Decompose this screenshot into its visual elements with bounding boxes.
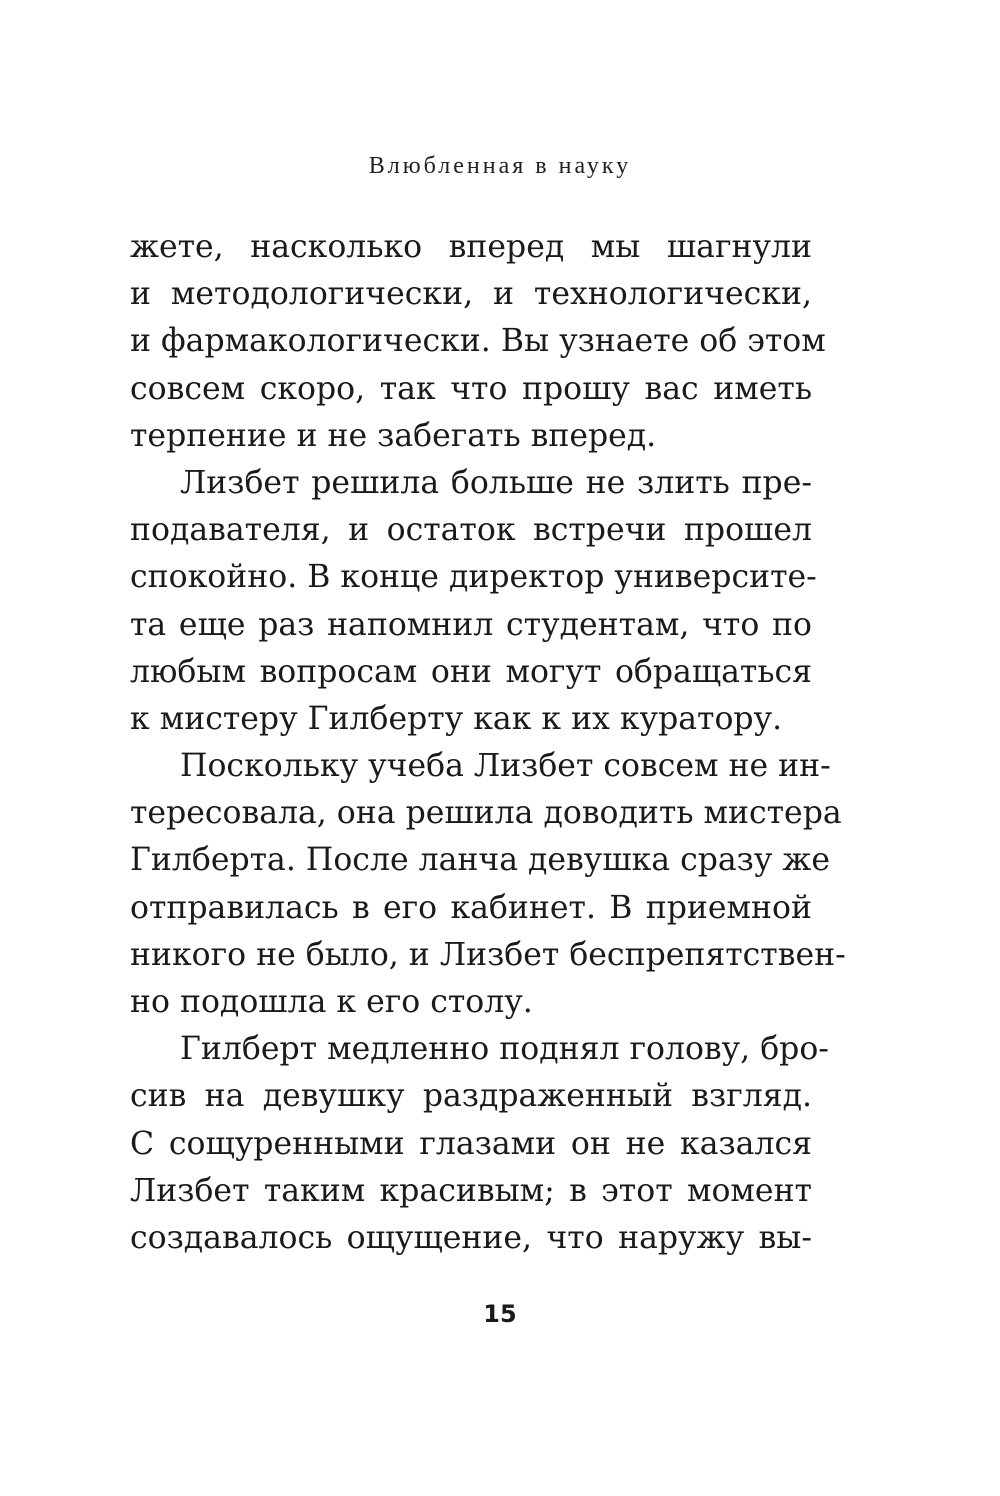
text-line: создавалось ощущение, что наружу вы- — [130, 1219, 812, 1256]
text-line: Лизбет решила больше не злить пре- — [180, 464, 812, 501]
text-line: но подошла к его столу. — [130, 984, 533, 1020]
text-line: Гилберт медленно поднял голову, бро- — [180, 1031, 829, 1068]
text-line: тересовала, она решила доводить мистера — [130, 795, 842, 832]
text-line: и методологически, и технологически, — [130, 276, 812, 313]
body-text — [130, 224, 846, 1262]
text-line: совсем скоро, так что прошу вас иметь — [130, 370, 812, 407]
text-line: к мистеру Гилберту как к их куратору. — [130, 700, 783, 737]
page-number: 15 — [483, 1300, 517, 1328]
text-line: С сощуренными глазами он не казался — [130, 1125, 812, 1162]
text-line: спокойно. В конце директор университе- — [130, 559, 817, 596]
text-line: жете, насколько вперед мы шагнули — [130, 229, 812, 265]
text-line: отправилась в его кабинет. В приемной — [130, 889, 812, 926]
text-line: и фармакологически. Вы узнаете об этом — [130, 323, 826, 360]
text-line: подавателя, и остаток встречи прошел — [130, 512, 812, 549]
text-line: та еще раз напомнил студентам, что по — [130, 606, 812, 643]
text-line: сив на девушку раздраженный взгляд. — [130, 1078, 812, 1115]
text-line: любым вопросам они могут обращаться — [130, 653, 812, 690]
text-line: Поскольку учеба Лизбет совсем не ин- — [180, 748, 831, 785]
text-line: Гилберта. После ланча девушка сразу же — [130, 842, 831, 879]
text-line: Лизбет таким красивым; в этот момент — [130, 1172, 812, 1209]
text-line: терпение и не забегать вперед. — [130, 417, 657, 454]
running-head: Влюбленная в науку — [368, 153, 632, 179]
text-line: никого не было, и Лизбет беспрепятствен- — [130, 936, 846, 973]
